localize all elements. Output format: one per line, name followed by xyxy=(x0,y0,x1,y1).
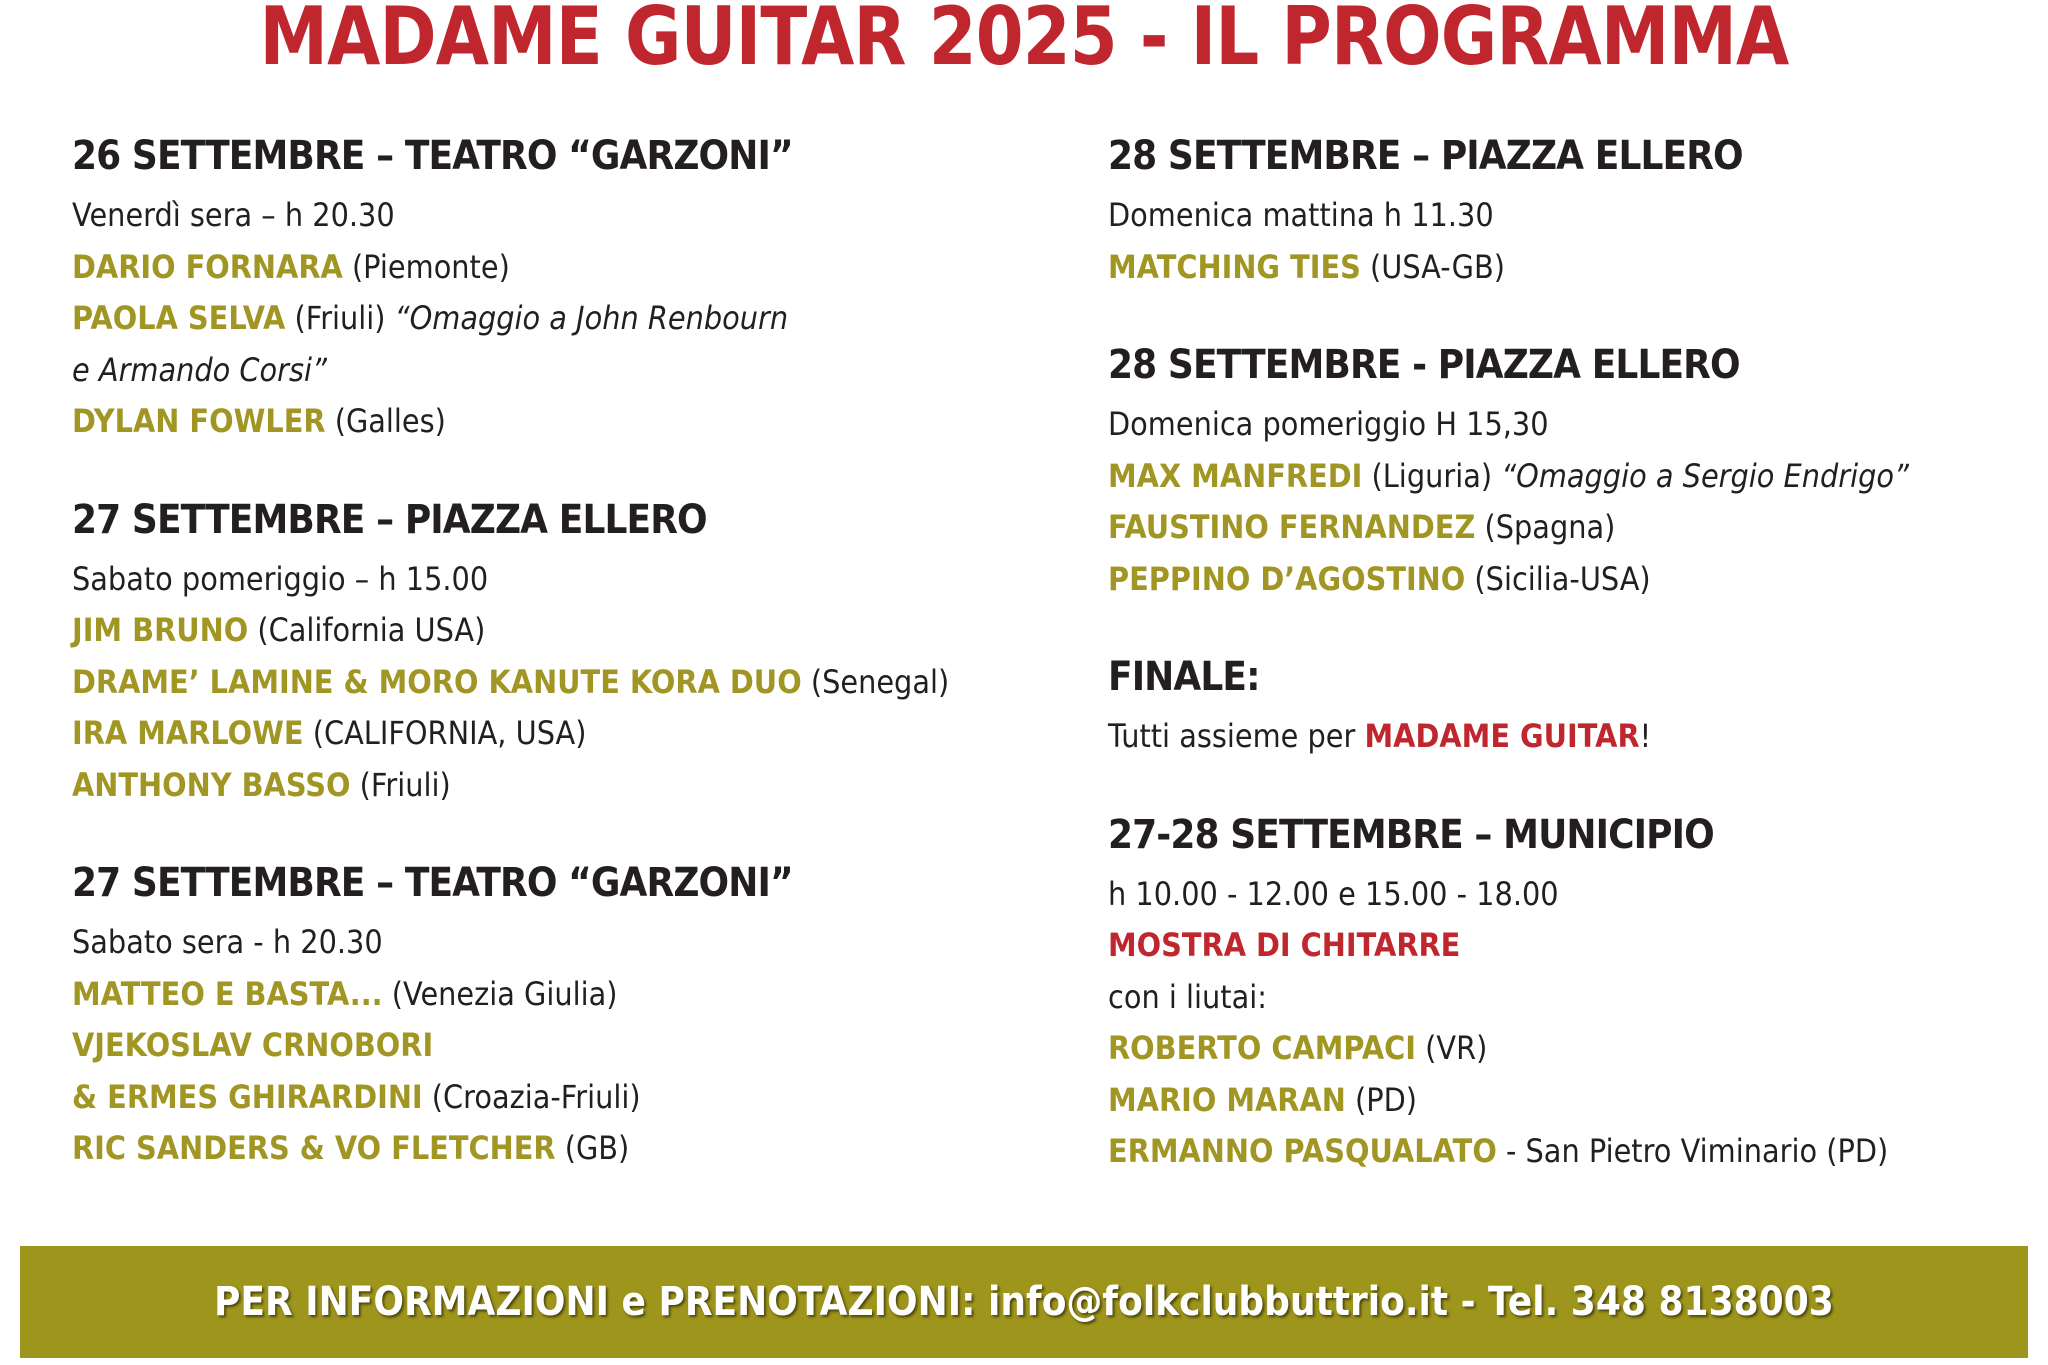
finale-prefix: Tutti assieme per xyxy=(1108,717,1365,755)
artist-name: PAOLA SELVA xyxy=(72,299,286,337)
artist-name: MATTEO E BASTA... xyxy=(72,974,383,1013)
luthier-origin: - San Pietro Viminario (PD) xyxy=(1496,1132,1889,1170)
artist-name: RIC SANDERS & VO FLETCHER xyxy=(72,1129,556,1167)
event-28-sept-ellero-morning xyxy=(1108,128,2028,293)
luthier-origin: (PD) xyxy=(1345,1080,1418,1119)
event-municipio xyxy=(1108,807,2028,1178)
exhibition-subtitle: con i liutai: xyxy=(1108,977,1267,1016)
artist-origin: (Piemonte) xyxy=(342,247,510,286)
artist-name: & ERMES GHIRARDINI xyxy=(72,1077,423,1116)
list-item xyxy=(72,605,936,657)
luthier-name: ROBERTO CAMPACI xyxy=(1108,1029,1417,1067)
artist-origin: (Friuli) xyxy=(350,765,451,804)
artist-origin: (Liguria) xyxy=(1362,456,1502,495)
luthier-origin: (VR) xyxy=(1416,1029,1488,1067)
event-heading: 27 SETTEMBRE – TEATRO “GARZONI” xyxy=(72,860,793,906)
list-item xyxy=(72,657,950,709)
list-item xyxy=(1108,451,1936,503)
artist-name: JIM BRUNO xyxy=(72,611,249,649)
artist-origin: (Spagna) xyxy=(1475,508,1616,546)
right-column xyxy=(1108,128,2028,1222)
event-heading: 28 SETTEMBRE – PIAZZA ELLERO xyxy=(1108,133,1743,179)
artist-name: VJEKOSLAV CRNOBORI xyxy=(72,1026,434,1064)
left-column xyxy=(72,128,1032,1219)
list-item xyxy=(1108,1075,1936,1127)
event-heading: 26 SETTEMBRE – TEATRO “GARZONI” xyxy=(72,133,793,179)
artist-name: MAX MANFREDI xyxy=(1108,456,1363,495)
artist-name: PEPPINO D’AGOSTINO xyxy=(1108,559,1466,598)
artist-name: DRAME’ LAMINE & MORO KANUTE KORA DUO xyxy=(72,662,802,701)
artist-origin: (CALIFORNIA, USA) xyxy=(303,714,587,752)
list-item xyxy=(72,760,936,812)
event-time: Venerdì sera – h 20.30 xyxy=(72,196,395,234)
event-time: Domenica mattina h 11.30 xyxy=(1108,196,1494,234)
page-title: MADAME GUITAR 2025 - IL PROGRAMMA xyxy=(259,0,1789,83)
artist-origin: (Sicilia-USA) xyxy=(1465,559,1651,598)
list-item xyxy=(72,708,936,760)
finale-suffix: ! xyxy=(1639,717,1652,755)
list-item xyxy=(72,345,936,397)
artist-origin: (Croazia-Friuli) xyxy=(422,1077,641,1116)
artist-name: ANTHONY BASSO xyxy=(72,765,351,804)
artist-origin: (Venezia Giulia) xyxy=(382,974,618,1013)
list-item xyxy=(72,293,936,345)
exhibition-title: MOSTRA DI CHITARRE xyxy=(1108,926,1461,964)
artist-origin: (Friuli) xyxy=(285,299,395,337)
event-time: Domenica pomeriggio H 15,30 xyxy=(1108,405,1549,443)
list-item xyxy=(72,242,936,294)
list-item xyxy=(1108,242,1936,294)
event-heading: 27-28 SETTEMBRE – MUNICIPIO xyxy=(1108,811,1714,858)
event-time: h 10.00 - 12.00 e 15.00 - 18.00 xyxy=(1108,874,1559,913)
list-item xyxy=(72,1020,936,1072)
event-26-sept-garzoni xyxy=(72,128,1032,448)
finale-text xyxy=(1108,711,1936,763)
event-time: Sabato pomeriggio – h 15.00 xyxy=(72,559,489,598)
list-item xyxy=(72,969,936,1021)
artist-name: MATCHING TIES xyxy=(1108,247,1361,286)
luthier-name: ERMANNO PASQUALATO xyxy=(1108,1132,1497,1170)
list-item xyxy=(1108,502,1936,554)
finale-name: MADAME GUITAR xyxy=(1364,717,1640,755)
luthier-name: MARIO MARAN xyxy=(1108,1080,1346,1119)
event-heading: 28 SETTEMBRE - PIAZZA ELLERO xyxy=(1108,342,1740,388)
artist-name: DARIO FORNARA xyxy=(72,247,343,286)
artist-note: e Armando Corsi” xyxy=(72,350,327,389)
artist-origin: (Senegal) xyxy=(801,662,950,701)
event-heading: FINALE: xyxy=(1108,654,1260,700)
artist-note: “Omaggio a John Renbourn xyxy=(394,299,789,337)
list-item xyxy=(1108,554,1936,606)
list-item xyxy=(72,1072,936,1124)
info-banner xyxy=(20,1246,2028,1358)
artist-name: DYLAN FOWLER xyxy=(72,402,326,440)
event-27-sept-ellero xyxy=(72,492,1032,812)
event-time: Sabato sera - h 20.30 xyxy=(72,923,383,961)
list-item xyxy=(1108,1126,1936,1178)
artist-name: FAUSTINO FERNANDEZ xyxy=(1108,508,1476,546)
artist-origin: (USA-GB) xyxy=(1360,247,1505,286)
artist-origin: (Galles) xyxy=(325,402,446,440)
artist-origin: (California USA) xyxy=(248,611,486,649)
list-item xyxy=(72,1123,936,1175)
event-27-sept-garzoni xyxy=(72,855,1032,1175)
artist-note: “Omaggio a Sergio Endrigo” xyxy=(1501,456,1909,495)
list-item xyxy=(72,396,936,448)
artist-origin: (GB) xyxy=(555,1129,630,1167)
info-contact-text: PER INFORMAZIONI e PRENOTAZIONI: info@folkclubbuttrio.it - Tel. 348 8138003 xyxy=(214,1279,1834,1325)
event-finale xyxy=(1108,649,2028,763)
event-heading: 27 SETTEMBRE – PIAZZA ELLERO xyxy=(72,496,707,543)
list-item xyxy=(1108,1023,1936,1075)
event-28-sept-ellero-afternoon xyxy=(1108,337,2028,605)
artist-name: IRA MARLOWE xyxy=(72,714,304,752)
